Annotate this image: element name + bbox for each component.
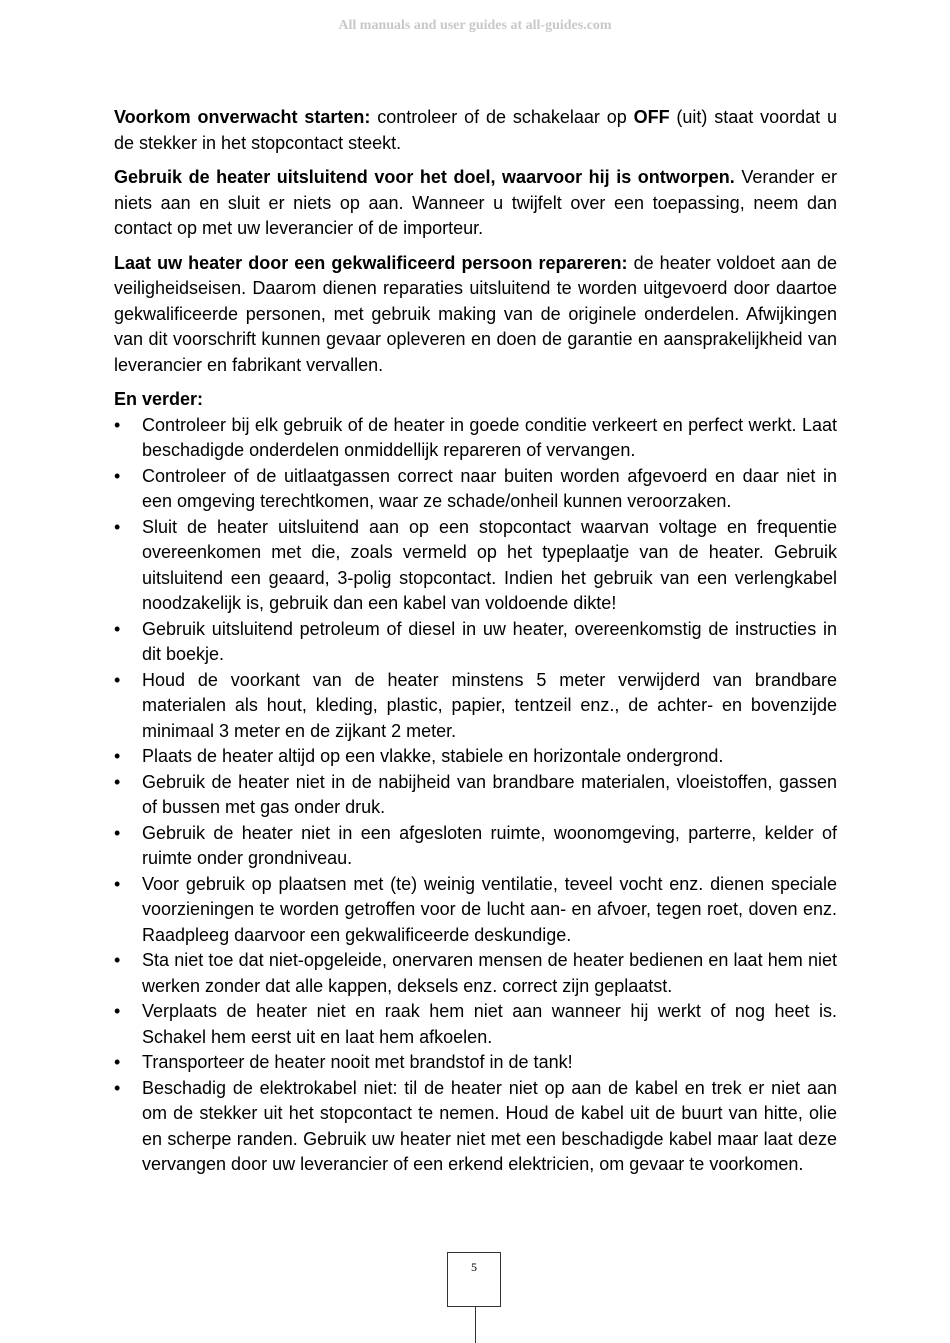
bullet-icon: • [114, 746, 121, 766]
list-item [114, 464, 837, 515]
page-number: 5 [471, 1260, 477, 1274]
paragraph-intended-use [114, 165, 837, 242]
list-item-text: Gebruik de heater niet in de nabijheid van brandbare materialen, vloeistoffen, gassen of bussen met gas onder druk. [142, 771, 837, 817]
list-item-text: Voor gebruik op plaatsen met (te) weinig ventilatie, teveel vocht enz. dienen speciale voorzieningen te worden getroffen voor de lucht aan- en afvoer, tegen roet, doven enz. Raadpleeg daarvoor een gekwalificeerde deskundige. [142, 873, 837, 945]
paragraph-text: controleer of de schakelaar op [370, 107, 634, 127]
list-heading-text: En verder: [114, 389, 204, 409]
list-item-text: Controleer bij elk gebruik of de heater in goede conditie verkeert en perfect werkt. Laat beschadigde onderdelen onmiddellijk repareren of vervangen. [142, 414, 837, 460]
bullet-icon: • [114, 1077, 121, 1098]
bullet-icon: • [114, 516, 121, 537]
bullet-icon: • [114, 950, 121, 970]
page-number-box [447, 1252, 501, 1307]
list-item [114, 999, 837, 1050]
paragraph-bold: Laat uw heater door een gekwalificeerd persoon repareren: [114, 252, 628, 273]
bullet-icon: • [114, 618, 121, 639]
paragraph-text: (uit) staat voordat u de stekker in het stopcontact steekt. [114, 107, 837, 153]
paragraph-text: Verander er niets aan en sluit er niets op aan. Wanneer u twijfelt over een toepassing, neem dan contact op met uw leverancier of de importeur. [114, 167, 837, 238]
list-item-text: Sluit de heater uitsluitend aan op een stopcontact waarvan voltage en frequentie overeenkomen met die, zoals vermeld op het typeplaatje van de heater. Gebruik uitsluitend een geaard, 3-polig stopcontact. Indien het gebruik van een verlengkabel noodzakelijk is, gebruik dan een kabel van voldoende dikte! [142, 516, 837, 613]
list-item [114, 770, 837, 821]
bullet-icon: • [114, 669, 121, 690]
page-number-line [475, 1307, 476, 1343]
list-item-text: Gebruik de heater niet in een afgesloten ruimte, woonomgeving, parterre, kelder of ruimte onder grondniveau. [142, 822, 837, 868]
list-item-text: Sta niet toe dat niet-opgeleide, onervaren mensen de heater bedienen en laat hem niet werken zonder dat alle kappen, deksels enz. correct zijn geplaatst. [142, 950, 837, 996]
bullet-icon: • [114, 1001, 121, 1021]
watermark: All manuals and user guides at all-guides.com [338, 18, 612, 33]
list-item-text: Gebruik uitsluitend petroleum of diesel in uw heater, overeenkomstig de instructies in dit boekje. [142, 618, 837, 664]
list-heading [114, 387, 837, 413]
paragraph-text: de heater voldoet aan de veiligheidseisen. Daarom dienen reparaties uitsluitend te worden uitgevoerd door daartoe gekwalificeerde personen, met gebruik making van de originele onderdelen. Afwijkingen van dit voorschrift kunnen gevaar opleveren en doen de garantie en aansprakelijkheid van leverancier en fabrikant vervallen. [114, 252, 837, 375]
bullet-icon: • [114, 414, 121, 435]
list-item-text: Verplaats de heater niet en raak hem niet aan wanneer hij werkt of nog heet is. Schakel hem eerst uit en laat hem afkoelen. [142, 1001, 837, 1047]
list-item [114, 617, 837, 668]
list-item-text: Plaats de heater altijd op een vlakke, stabiele en horizontale ondergrond. [142, 746, 724, 766]
list-item [114, 515, 837, 617]
list-item-text: Beschadig de elektrokabel niet: til de heater niet op aan de kabel en trek er niet aan om de stekker uit het stopcontact te nemen. Houd de kabel uit de buurt van hitte, olie en scherpe randen. Gebruik uw heater niet met een beschadigde kabel maar laat deze vervangen door uw leverancier of een erkend elektricien, om gevaar te voorkomen. [142, 1077, 837, 1174]
list-item [114, 744, 837, 770]
page-content [114, 105, 837, 1178]
list-item [114, 1076, 837, 1178]
paragraph-bold: Gebruik de heater uitsluitend voor het doel, waarvoor hij is ontworpen. [114, 167, 735, 187]
bullet-icon: • [114, 771, 121, 792]
list-item [114, 413, 837, 464]
paragraph-unexpected-start [114, 105, 837, 156]
bullet-icon: • [114, 465, 121, 486]
bullet-list [114, 413, 837, 1178]
list-item-text: Houd de voorkant van de heater minstens 5 meter verwijderd van brandbare materialen als hout, kleding, plastic, papier, tentzeil enz., de achter- en bovenzijde minimaal 3 meter en de zijkant 2 meter. [142, 669, 837, 741]
bullet-icon: • [114, 873, 121, 894]
off-label: OFF [633, 107, 670, 127]
list-item [114, 1050, 837, 1076]
bullet-icon: • [114, 1052, 121, 1072]
bullet-icon: • [114, 822, 121, 843]
list-item-text: Transporteer de heater nooit met brandstof in de tank! [142, 1052, 573, 1072]
list-item [114, 948, 837, 999]
paragraph-bold: Voorkom onverwacht starten: [114, 107, 371, 127]
list-item [114, 821, 837, 872]
paragraph-repair [114, 251, 837, 379]
list-item [114, 668, 837, 745]
list-item-text: Controleer of de uitlaatgassen correct naar buiten worden afgevoerd en daar niet in een omgeving terechtkomen, waar ze schade/onheil kunnen veroorzaken. [142, 465, 837, 511]
list-item [114, 872, 837, 949]
